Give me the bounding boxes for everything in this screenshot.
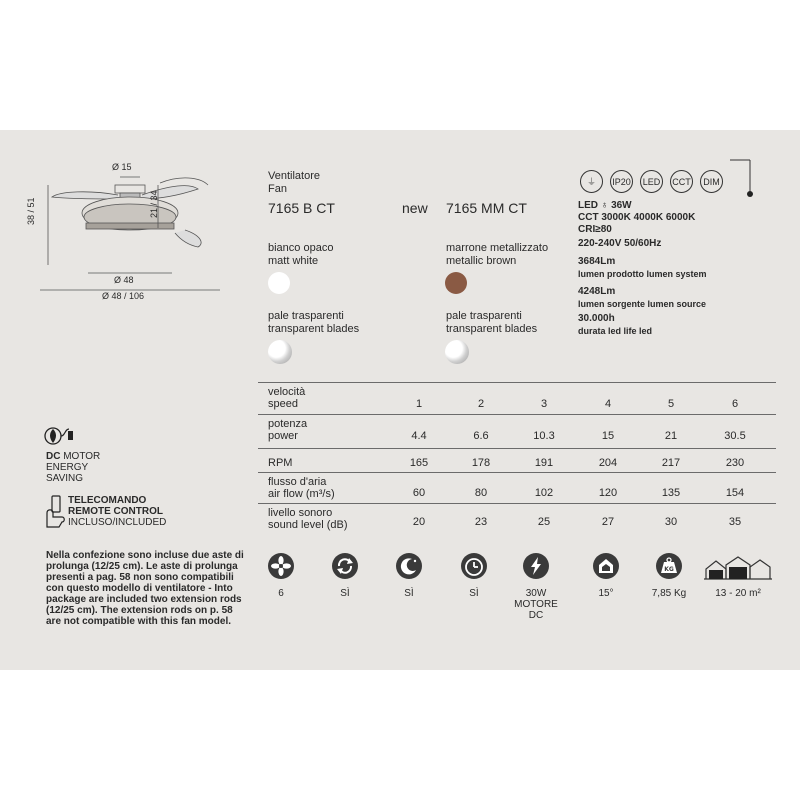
timer-label: SÌ — [469, 588, 479, 599]
table-cell: 80 — [474, 487, 488, 499]
table-cell: 20 — [412, 516, 426, 528]
reverse-label: SÌ — [340, 588, 350, 599]
variant-b-en: metallic brown — [446, 255, 517, 267]
timer-icon — [461, 553, 487, 579]
spec-cct: CCT 3000K 4000K 6000K — [578, 212, 696, 223]
blades-b-it: pale trasparenti — [446, 310, 522, 322]
product-type-en: Fan — [268, 183, 287, 195]
fan-speeds-label: 6 — [278, 588, 284, 599]
dim-top: Ø 15 — [112, 162, 132, 172]
table-cell: 191 — [534, 457, 554, 469]
remote-title-it: TELECOMANDO — [68, 495, 147, 506]
row-label-en: power — [268, 430, 298, 442]
product-code-a: 7165 B CT — [268, 200, 335, 216]
reverse-icon — [332, 553, 358, 579]
ip20-icon: IP20 — [610, 170, 633, 193]
spec-lumen-system-label: lumen prodotto lumen system — [578, 269, 707, 279]
dim-icon: DIM — [700, 170, 723, 193]
variant-a-it: bianco opaco — [268, 242, 334, 254]
night-mode-label: SÌ — [404, 588, 414, 599]
blades-a-en: transparent blades — [268, 323, 360, 335]
table-cell: 25 — [537, 516, 551, 528]
product-sheet — [0, 130, 800, 670]
dim-inner: Ø 48 — [114, 275, 134, 285]
table-divider — [258, 503, 776, 504]
row-label-it: velocità — [268, 386, 306, 398]
spec-led: LED ♁ 36W — [578, 200, 632, 211]
product-type-it: Ventilatore — [268, 170, 320, 182]
table-cell: 21 — [664, 430, 678, 442]
table-cell: 5 — [667, 398, 675, 410]
table-cell: 1 — [415, 398, 423, 410]
row-label-it: livello sonoro — [268, 507, 333, 519]
table-divider — [258, 448, 776, 449]
swatch-transparent-a — [268, 340, 292, 364]
table-divider — [258, 382, 776, 383]
variant-a-en: matt white — [268, 255, 319, 267]
bulb-icon: ♁ — [600, 200, 609, 211]
spec-life: 30.000h — [578, 313, 615, 324]
weight-label: 7,85 Kg — [651, 588, 687, 599]
blades-a-it: pale trasparenti — [268, 310, 344, 322]
new-label: new — [402, 200, 428, 216]
dim-right: 21 / 34 — [149, 190, 159, 218]
table-cell: 230 — [725, 457, 745, 469]
table-cell: 204 — [598, 457, 618, 469]
energy-label: ENERGY — [46, 462, 89, 473]
table-cell: 165 — [409, 457, 429, 469]
saving-label: SAVING — [46, 473, 84, 484]
fan-speeds-icon — [268, 553, 294, 579]
dim-outer: Ø 48 / 106 — [102, 291, 145, 301]
row-label-en: sound level (dB) — [268, 519, 348, 531]
table-cell: 2 — [477, 398, 485, 410]
remote-hand-icon — [44, 495, 68, 529]
room-size-label: 13 - 20 m² — [715, 588, 761, 599]
table-cell: 178 — [471, 457, 491, 469]
swatch-white — [268, 272, 290, 294]
row-label-it: RPM — [268, 457, 293, 469]
table-cell: 27 — [601, 516, 615, 528]
row-label-it: potenza — [268, 418, 308, 430]
row-label-en: speed — [268, 398, 298, 410]
cct-icon: CCT — [670, 170, 693, 193]
table-cell: 4 — [604, 398, 612, 410]
remote-title-en: REMOTE CONTROL — [68, 506, 163, 517]
led-icon: LED — [640, 170, 663, 193]
night-mode-icon — [396, 553, 422, 579]
ground-icon: ⏚ — [580, 170, 603, 193]
table-cell: 35 — [728, 516, 742, 528]
table-cell: 120 — [598, 487, 618, 499]
remote-included: INCLUSO/INCLUDED — [68, 517, 167, 528]
spec-voltage: 220-240V 50/60Hz — [578, 238, 662, 249]
table-cell: 30.5 — [724, 430, 746, 442]
swatch-transparent-b — [445, 340, 469, 364]
spec-lumen-system: 3684Lm — [578, 256, 616, 267]
weight-icon — [656, 553, 682, 579]
table-cell: 6.6 — [473, 430, 489, 442]
blades-b-en: transparent blades — [446, 323, 538, 335]
slope-label: 15° — [598, 588, 614, 599]
spec-lumen-source: 4248Lm — [578, 286, 616, 297]
motor-icon — [523, 553, 549, 579]
table-cell: 135 — [661, 487, 681, 499]
spec-life-label: durata led life led — [578, 326, 653, 336]
row-label-en: air flow (m³/s) — [268, 488, 335, 500]
dc-motor-label: DC MOTOR — [46, 451, 101, 462]
slope-icon — [593, 553, 619, 579]
motor-label: 30W MOTORE DC — [514, 588, 558, 621]
leaf-plug-icon — [44, 425, 78, 451]
pendant-mount-icon — [728, 158, 758, 202]
table-cell: 10.3 — [533, 430, 555, 442]
table-cell: 102 — [534, 487, 554, 499]
table-cell: 30 — [664, 516, 678, 528]
table-cell: 154 — [725, 487, 745, 499]
table-divider — [258, 414, 776, 415]
table-cell: 3 — [540, 398, 548, 410]
swatch-brown — [445, 272, 467, 294]
table-cell: 23 — [474, 516, 488, 528]
table-cell: 15 — [601, 430, 615, 442]
spec-lumen-source-label: lumen sorgente lumen source — [578, 299, 707, 309]
package-note: Nella confezione sono incluse due aste di prolunga (12/25 cm). Le aste di prolunga presenti a pag. 58 non sono compatibili con questo modello di ventilatore - Into package are included two extension rods (12/25 cm). The extension rods on p. 58 are not compatible with this fan model. — [46, 550, 244, 627]
room-size-icon — [704, 553, 772, 581]
product-code-b: 7165 MM CT — [446, 200, 527, 216]
table-cell: 217 — [661, 457, 681, 469]
svg-text:KG: KG — [664, 566, 674, 573]
row-label-it: flusso d'aria — [268, 476, 327, 488]
table-divider — [258, 472, 776, 473]
spec-cri: CRI≥80 — [578, 224, 612, 235]
table-cell: 6 — [731, 398, 739, 410]
table-cell: 4.4 — [411, 430, 427, 442]
table-cell: 60 — [412, 487, 426, 499]
variant-b-it: marrone metallizzato — [446, 242, 549, 254]
dim-left: 38 / 51 — [26, 197, 36, 225]
